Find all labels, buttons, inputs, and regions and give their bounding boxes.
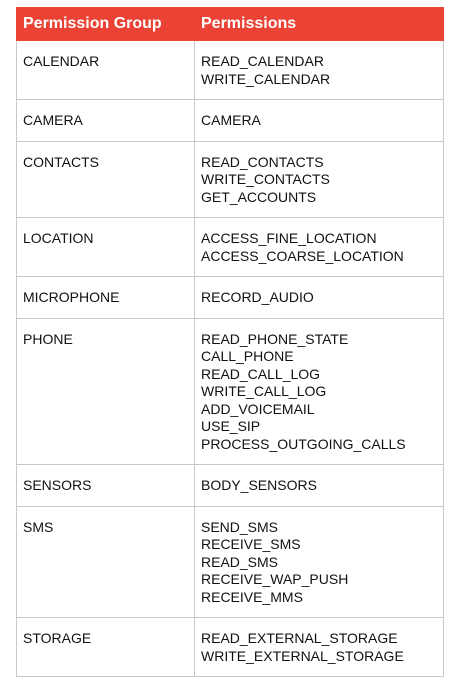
permissions-cell <box>195 506 444 618</box>
permission-group-cell: SENSORS <box>17 465 195 507</box>
permission-item: WRITE_EXTERNAL_STORAGE <box>201 647 404 664</box>
permission-item: ACCESS_COARSE_LOCATION <box>201 247 404 264</box>
permission-group-cell: PHONE <box>17 318 195 465</box>
permissions-column-header: Permissions <box>195 8 444 41</box>
permission-item: WRITE_CALENDAR <box>201 70 331 87</box>
permission-item: READ_CALENDAR <box>201 53 324 69</box>
permission-group-column-header: Permission Group <box>17 8 195 41</box>
table-header <box>17 8 444 41</box>
permissions-cell <box>195 218 444 277</box>
permission-item: SEND_SMS <box>201 518 279 535</box>
table-row <box>17 465 444 507</box>
permission-item: READ_CONTACTS <box>201 153 324 170</box>
permission-group-cell: LOCATION <box>17 218 195 277</box>
permission-item: WRITE_CONTACTS <box>201 171 330 187</box>
permissions-cell <box>195 277 444 319</box>
table-row <box>17 41 444 100</box>
table-row <box>17 618 444 677</box>
permission-item: GET_ACCOUNTS <box>201 188 317 205</box>
table-row <box>17 218 444 277</box>
permission-group-cell: STORAGE <box>17 618 195 677</box>
table-row <box>17 318 444 465</box>
permission-item: RECORD_AUDIO <box>201 289 314 305</box>
permissions-cell <box>195 465 444 507</box>
permission-item: RECEIVE_MMS <box>201 588 303 605</box>
header-row <box>17 8 444 41</box>
permission-item: BODY_SENSORS <box>201 477 317 493</box>
permission-item: WRITE_CALL_LOG <box>201 383 327 399</box>
table-row <box>17 100 444 142</box>
table-row <box>17 277 444 319</box>
permissions-cell <box>195 141 444 218</box>
permission-item: READ_CALL_LOG <box>201 365 321 382</box>
permissions-cell <box>195 618 444 677</box>
permission-item: CALL_PHONE <box>201 348 294 364</box>
permissions-table <box>16 7 444 677</box>
permission-group-cell: CALENDAR <box>17 41 195 100</box>
permission-group-cell: CAMERA <box>17 100 195 142</box>
permission-item: READ_PHONE_STATE <box>201 330 349 347</box>
permission-item: RECEIVE_SMS <box>201 536 301 552</box>
permission-item: RECEIVE_WAP_PUSH <box>201 571 349 587</box>
permissions-cell <box>195 318 444 465</box>
permission-item: ACCESS_FINE_LOCATION <box>201 230 377 246</box>
permission-item: READ_EXTERNAL_STORAGE <box>201 630 398 646</box>
permission-item: CAMERA <box>201 112 261 128</box>
permission-group-cell: MICROPHONE <box>17 277 195 319</box>
permission-item: USE_SIP <box>201 418 261 434</box>
permission-item: PROCESS_OUTGOING_CALLS <box>201 435 406 452</box>
permission-group-cell: SMS <box>17 506 195 618</box>
table-body <box>17 41 444 677</box>
permissions-cell <box>195 100 444 142</box>
table-row <box>17 506 444 618</box>
permission-item: ADD_VOICEMAIL <box>201 400 315 417</box>
permission-group-cell: CONTACTS <box>17 141 195 218</box>
table-row <box>17 141 444 218</box>
permissions-cell <box>195 41 444 100</box>
permission-item: READ_SMS <box>201 553 279 570</box>
